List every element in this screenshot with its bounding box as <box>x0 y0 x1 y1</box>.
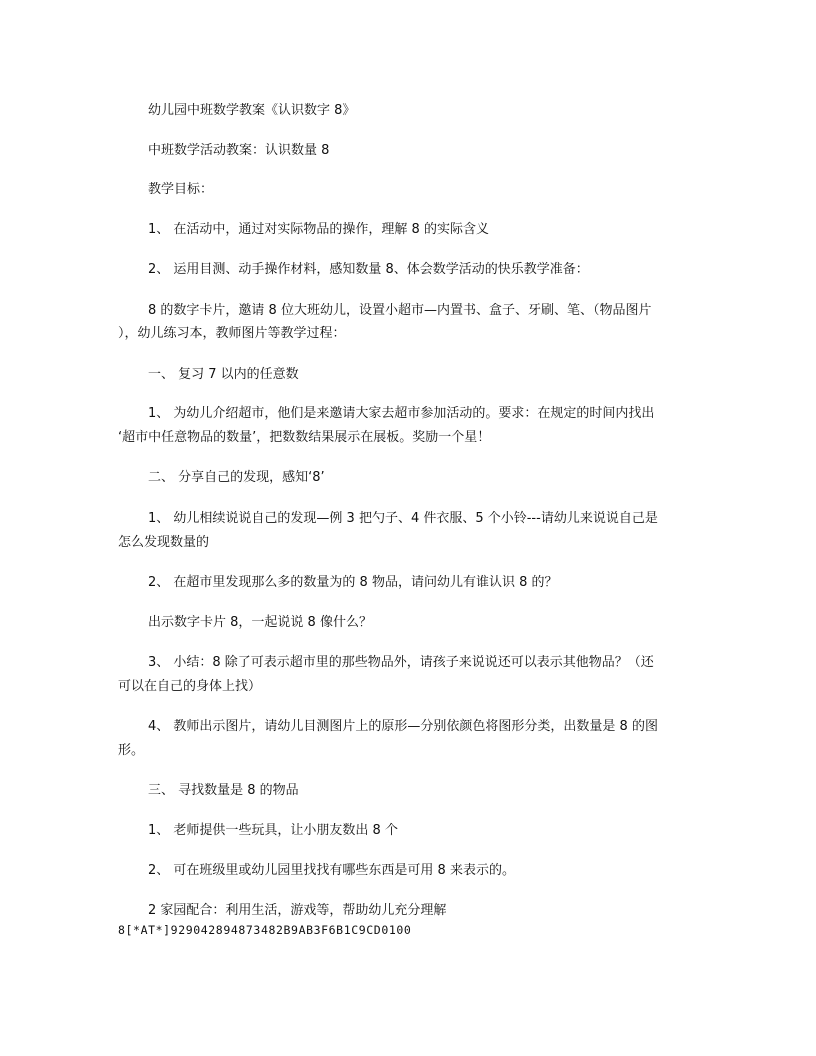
s2-item-4-line-1: 4、 教师出示图片，请幼儿目测图片上的原形—分别依颜色将图形分类，出数量是 8 的图 <box>148 719 658 734</box>
goal-item-2: 2、 运用目测、动手操作材料，感知数量 8、体会数学活动的快乐教学准备： <box>148 262 589 277</box>
goal-item-1: 1、 在活动中，通过对实际物品的操作，理解 8 的实际含义 <box>148 222 489 237</box>
s3-item-1: 1、 老师提供一些玩具，让小朋友数出 8 个 <box>148 823 398 838</box>
s2-item-4-line-2: 形。 <box>118 743 145 758</box>
s2-item-1-line-2: 怎么发现数量的 <box>118 535 210 550</box>
section-heading-1: 一、 复习 7 以内的任意数 <box>148 367 299 382</box>
goals-heading: 教学目标： <box>148 182 214 197</box>
s2-item-3-line-1: 3、 小结：8 除了可表示超市里的那些物品外，请孩子来说说还可以表示其他物品？（还 <box>148 655 654 670</box>
s2-show-card: 出示数字卡片 8，一起说说 8 像什么？ <box>148 615 372 630</box>
document-title: 幼儿园中班数学教案《认识数字 8》 <box>148 103 356 118</box>
s3-item-2: 2、 可在班级里或幼儿园里找找有哪些东西是可用 8 来表示的。 <box>148 863 515 878</box>
s1-item-1-line-1: 1、 为幼儿介绍超市，他们是来邀请大家去超市参加活动的。要求：在规定的时间内找出 <box>148 406 655 421</box>
section-heading-2: 二、 分享自己的发现，感知‘8’ <box>148 470 325 485</box>
s2-item-2: 2、 在超市里发现那么多的数量为的 8 物品，请问幼儿有谁认识 8 的？ <box>148 575 558 590</box>
prep-paragraph-line-2: ），幼儿练习本，教师图片等教学过程： <box>118 326 346 341</box>
s2-item-3-line-2: 可以在自己的身体上找） <box>118 679 262 694</box>
section-heading-3: 三、 寻找数量是 8 的物品 <box>148 783 299 798</box>
s1-item-1-line-2: ‘超市中任意物品的数量’，把数数结果展示在展板。奖励一个星！ <box>118 430 491 445</box>
footer-code: 8[*AT*]929042894873482B9AB3F6B1C9CD0100 <box>118 923 412 937</box>
document-subtitle: 中班数学活动教案：认识数量 8 <box>148 143 330 158</box>
s3-family-cooperation: 2 家园配合：利用生活，游戏等，帮助幼儿充分理解 <box>148 903 447 918</box>
prep-paragraph-line-1: 8 的数字卡片，邀请 8 位大班幼儿，设置小超市—内置书、盒子、牙刷、笔、（物品图片 <box>148 303 652 318</box>
s2-item-1-line-1: 1、 幼儿相续说说自己的发现—例 3 把勺子、4 件衣服、5 个小铃---请幼儿来说说自己是 <box>148 511 658 526</box>
